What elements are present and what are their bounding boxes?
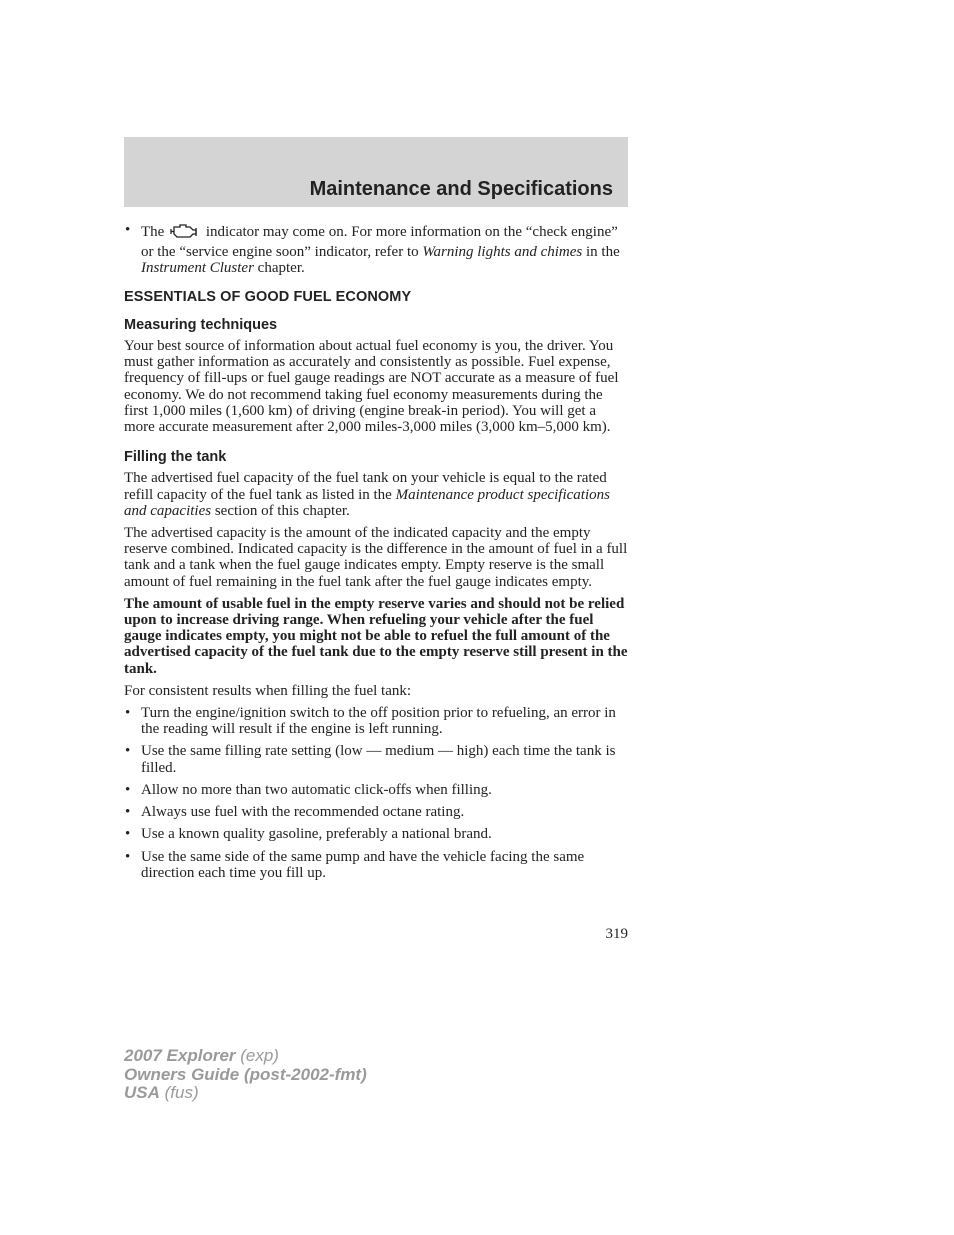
list-item: • Use a known quality gasoline, preferably a national brand. xyxy=(125,826,492,843)
section-heading: ESSENTIALS OF GOOD FUEL ECONOMY xyxy=(124,288,412,305)
list-item: • Allow no more than two automatic click-offs when filling. xyxy=(125,781,492,798)
intro-bullet-list xyxy=(124,222,628,277)
measuring-paragraph: Your best source of information about actual fuel economy is you, the driver. You must gather information as accurately and consistently as possible. Fuel expense, frequency of fill-ups or fuel gauge readings are NOT accurate as a measure of fuel economy. We do not recommend taking fuel economy measurements during the first 1,000 miles (1,600 km) of driving (engine break-in period). You will get a more accurate measurement after 2,000 miles-3,000 miles (3,000 km–5,000 km). xyxy=(124,338,619,436)
list-item: • The indicator may come on. For more information on the “check engine” or the “service engine soon” indicator, refer to Warning lights and chimes in the Instrument Cluster chapter. xyxy=(125,222,620,277)
list-item: • Use the same side of the same pump and have the vehicle facing the same direction each time you fill up. xyxy=(125,848,585,881)
check-engine-icon xyxy=(170,222,200,244)
list-item: • Turn the engine/ignition switch to the off position prior to refueling, an error in the reading will result if the engine is left running. xyxy=(125,705,616,738)
footer-line-1: 2007 Explorer (exp) xyxy=(124,1046,279,1065)
footer-line-3: USA (fus) xyxy=(124,1083,199,1102)
bullet-dot: • xyxy=(125,222,131,238)
bullet-dot: • xyxy=(125,848,131,865)
bullet-dot: • xyxy=(125,804,131,821)
list-item: • Use the same filling rate setting (low — medium — high) each time the tank is filled. xyxy=(125,743,616,776)
page-number: 319 xyxy=(605,926,628,942)
footer-line-2: Owners Guide (post-2002-fmt) xyxy=(124,1064,367,1084)
filling-paragraph-2: The advertised capacity is the amount of the indicated capacity and the empty reserve combined. Indicated capacity is the difference in the amount of fuel in a full tank and a tank when the fuel gauge indicates empty. Empty reserve is the small amount of fuel remaining in the fuel tank after the fuel gauge indicates empty. xyxy=(124,525,628,590)
footer xyxy=(124,1047,367,1103)
filling-paragraph-1: The advertised fuel capacity of the fuel tank on your vehicle is equal to the rated refill capacity of the fuel tank as listed in the Maintenance product specifications and capacities section of this chapter. xyxy=(124,470,610,519)
list-intro: For consistent results when filling the fuel tank: xyxy=(124,682,412,699)
bullet-dot: • xyxy=(125,826,131,843)
warning-paragraph: The amount of usable fuel in the empty reserve varies and should not be relied upon to increase driving range. When refueling your vehicle after the fuel gauge indicates empty, you might not be able to refuel the full amount of the advertised capacity of the fuel tank due to the empty reserve still present in the tank. xyxy=(124,595,628,677)
bullet-dot: • xyxy=(125,743,131,760)
page-content xyxy=(124,222,628,887)
bullet-dot: • xyxy=(125,705,131,722)
bullet-dot: • xyxy=(125,781,131,798)
subsection-heading-measuring: Measuring techniques xyxy=(124,316,278,333)
header-band xyxy=(124,137,628,207)
page-title: Maintenance and Specifications xyxy=(309,178,613,200)
filling-bullet-list xyxy=(124,705,628,881)
subsection-heading-filling: Filling the tank xyxy=(124,449,227,466)
list-item: • Always use fuel with the recommended octane rating. xyxy=(125,804,465,821)
